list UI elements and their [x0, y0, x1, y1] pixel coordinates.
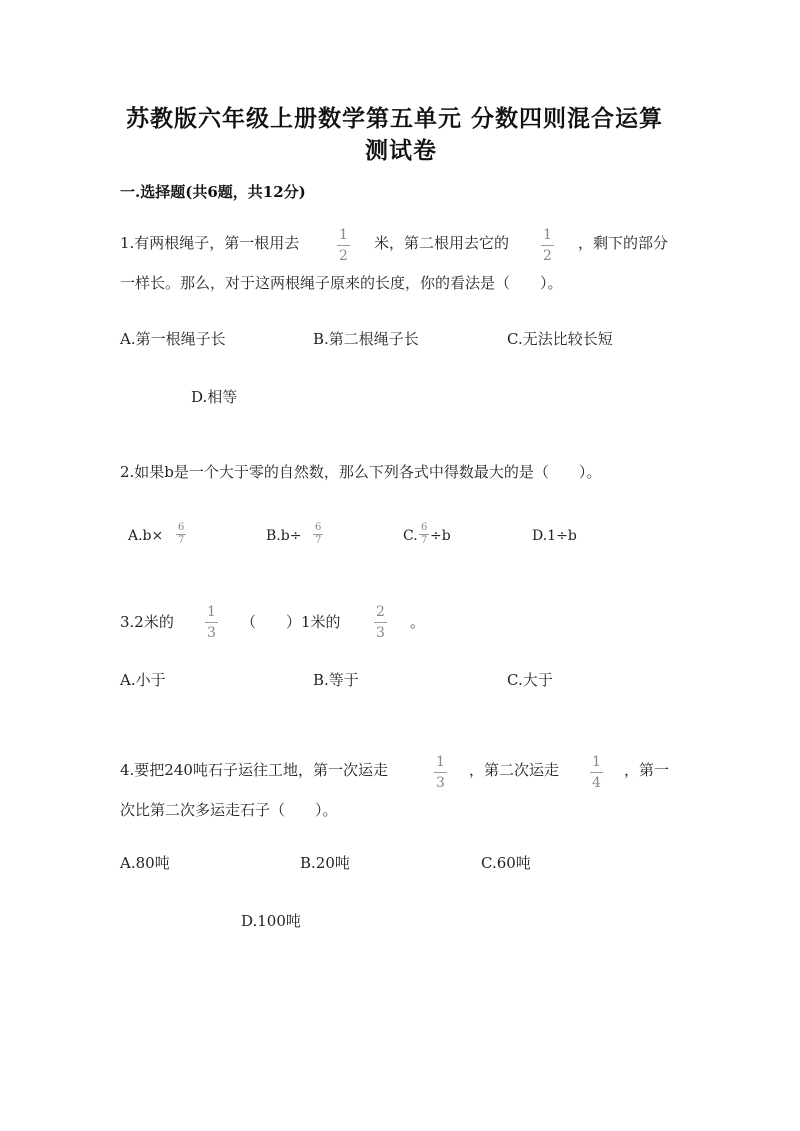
q2-option-a-label: A.b× [128, 528, 164, 544]
page-title: 苏教版六年级上册数学第五单元 分数四则混合运算 [126, 105, 664, 132]
q4-option-c[interactable]: C.60吨 [481, 854, 531, 872]
q4-option-a[interactable]: A.80吨 [120, 854, 170, 872]
fraction-numerator: 1 [207, 604, 216, 620]
fraction-numerator: 1 [592, 754, 601, 770]
q2-option-d[interactable]: D.1÷b [532, 528, 577, 544]
q2-option-b-fraction [313, 523, 323, 546]
fraction-numerator: 6 [178, 522, 185, 533]
q1-text-line2: 一样长。那么，对于这两根绳子原来的长度，你的看法是（ ）。 [120, 274, 563, 292]
q2-option-c-suffix: ÷b [430, 528, 451, 544]
q1-fraction-2 [541, 228, 554, 263]
fraction-denominator: 3 [205, 622, 218, 640]
q4-fraction-1 [434, 755, 447, 790]
q1-frac2-num: 1 [543, 227, 552, 243]
page-title-line2: 测试卷 [365, 137, 437, 164]
q2-option-a-fraction [176, 523, 186, 546]
q3-text-part2: （ ）1米的 [241, 613, 341, 631]
fraction-denominator: 4 [590, 772, 603, 790]
q1-option-d[interactable]: D.相等 [191, 388, 238, 406]
q1-frac1-num: 1 [339, 227, 348, 243]
fraction-numerator: 6 [315, 522, 322, 533]
fraction-denominator: 7 [178, 535, 185, 546]
fraction-numerator: 6 [421, 522, 428, 533]
q3-option-b[interactable]: B.等于 [313, 671, 359, 689]
q1-text-part1: 1.有两根绳子，第一根用去 [120, 234, 300, 252]
q2-text: 2.如果b是一个大于零的自然数，那么下列各式中得数最大的是（ ）。 [120, 463, 602, 481]
q3-option-a[interactable]: A.小于 [120, 671, 166, 689]
q1-frac2-den: 2 [541, 245, 554, 263]
fraction-numerator: 2 [376, 604, 385, 620]
q3-text-part3: 。 [410, 613, 426, 631]
q3-fraction-2 [374, 605, 387, 640]
q2-option-c-label: C. [403, 528, 418, 544]
fraction-denominator: 7 [421, 535, 428, 546]
q4-text-part2: ，第二次运走 [469, 761, 560, 779]
q1-text-part2: 米，第二根用去它的 [374, 234, 510, 252]
q2-option-b-label: B.b÷ [266, 528, 302, 544]
q4-text-part3: ，第一 [624, 761, 670, 779]
q3-option-c[interactable]: C.大于 [507, 671, 553, 689]
q4-text-part1: 4.要把240吨石子运往工地，第一次运走 [120, 761, 388, 779]
fraction-denominator: 3 [374, 622, 387, 640]
q4-text-line2: 次比第二次多运走石子（ ）。 [120, 801, 338, 819]
fraction-denominator: 7 [315, 535, 322, 546]
q1-option-c[interactable]: C.无法比较长短 [507, 330, 613, 348]
q1-frac1-den: 2 [337, 245, 350, 263]
q1-option-a[interactable]: A.第一根绳子长 [120, 330, 226, 348]
q3-text-part1: 3.2米的 [120, 613, 174, 631]
q3-fraction-1 [205, 605, 218, 640]
fraction-numerator: 1 [436, 754, 445, 770]
q4-fraction-2 [590, 755, 603, 790]
q2-option-c-fraction [419, 523, 429, 546]
fraction-denominator: 3 [434, 772, 447, 790]
q1-fraction-1 [337, 228, 350, 263]
q4-option-b[interactable]: B.20吨 [300, 854, 350, 872]
q1-option-b[interactable]: B.第二根绳子长 [313, 330, 419, 348]
q4-option-d[interactable]: D.100吨 [241, 912, 301, 930]
q1-text-part3: ，剩下的部分 [578, 234, 669, 252]
section-heading: 一.选择题(共6题，共12分) [120, 183, 306, 201]
